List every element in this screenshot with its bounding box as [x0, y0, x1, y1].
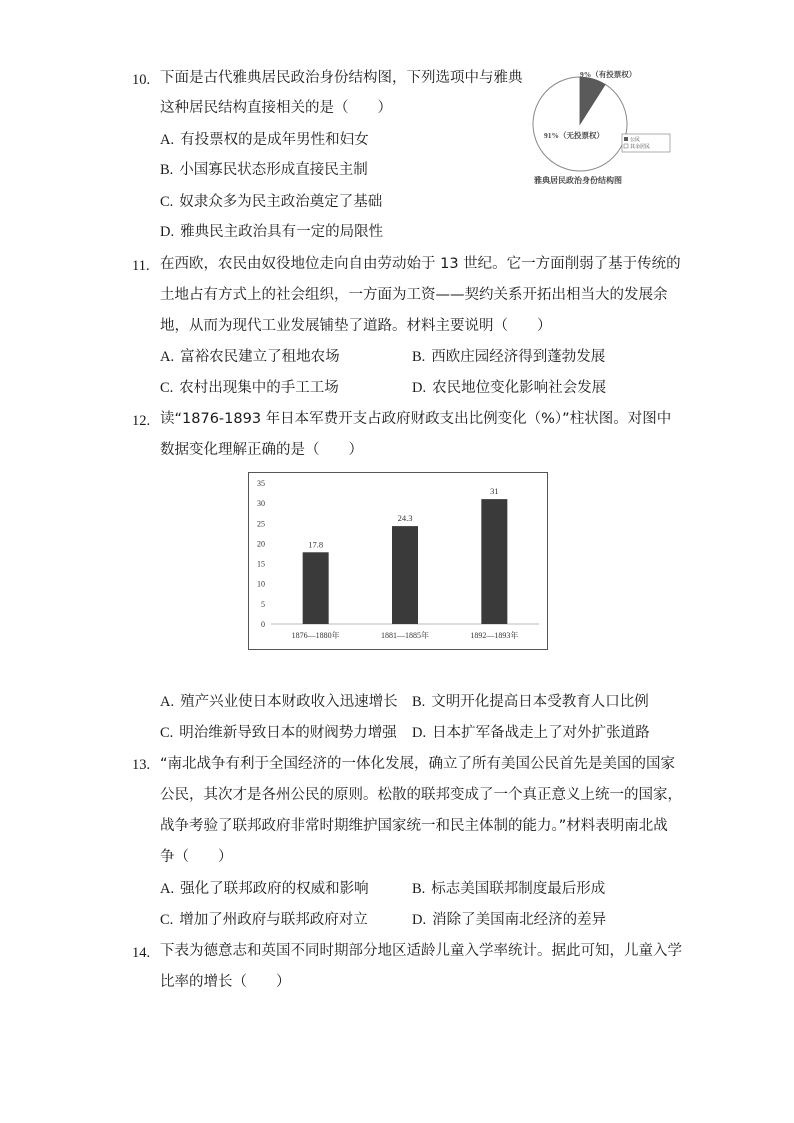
option-text: 增加了州政府与联邦政府对立 — [179, 912, 368, 928]
question-11-option-c[interactable] — [160, 378, 339, 398]
question-11-number: 11. — [132, 258, 150, 274]
question-13-line-1: “南北战争有利于全国经济的一体化发展，确立了所有美国公民首先是美国的国家 — [160, 756, 676, 772]
question-10-line-2: 这种居民结构直接相关的是（ ） — [160, 100, 392, 116]
question-14-line-2: 比率的增长（ ） — [160, 974, 291, 990]
question-12-option-c[interactable] — [160, 723, 397, 743]
option-text: 文明开化提高日本受教育人口比例 — [431, 694, 649, 710]
y-tick-label: 0 — [261, 620, 265, 629]
question-10-line-1: 下面是古代雅典居民政治身份结构图，下列选项中与雅典 — [160, 70, 523, 86]
bar-value-label: 24.3 — [397, 513, 413, 524]
bar — [303, 552, 329, 624]
option-key: B. — [160, 162, 174, 178]
bar-value-label: 17.8 — [308, 539, 324, 550]
option-key: D. — [412, 725, 427, 741]
pie-label-small: 9%（有投票权） — [580, 70, 637, 79]
bar-chart-svg — [249, 473, 547, 649]
option-text: 小国寡民状态形成直接民主制 — [179, 162, 368, 178]
x-tick-label: 1881—1885年 — [381, 631, 429, 640]
legend-swatch-citizen — [624, 137, 628, 141]
question-13-number: 13. — [132, 757, 151, 773]
pie-chart-svg — [522, 62, 682, 192]
x-tick-label: 1892—1893年 — [470, 631, 519, 640]
pie-legend — [622, 134, 670, 152]
pie-caption: 雅典居民政治身份结构图 — [534, 176, 622, 185]
question-13-line-4: 争（ ） — [160, 849, 233, 865]
question-11-line-2: 土地占有方式上的社会组织，一方面为工资——契约关系开拓出相当大的发展余 — [160, 287, 668, 303]
option-key: B. — [412, 881, 426, 897]
bar — [392, 526, 418, 624]
option-text: 农民地位变化影响社会发展 — [432, 380, 607, 396]
question-11-line-3: 地，从而为现代工业发展铺垫了道路。材料主要说明（ ） — [160, 318, 552, 334]
y-tick-label: 30 — [257, 499, 265, 509]
option-key: C. — [160, 912, 174, 928]
question-12-option-a[interactable] — [160, 692, 398, 712]
question-11-line-1: 在西欧，农民由奴役地位走向自由劳动始于 13 世纪。它一方面削弱了基于传统的 — [160, 256, 681, 272]
legend-label-citizen: 公民 — [630, 138, 641, 143]
option-key: D. — [412, 380, 427, 396]
question-11-option-d[interactable] — [412, 378, 606, 398]
option-key: A. — [160, 881, 175, 897]
y-tick-label: 15 — [257, 559, 265, 569]
option-key: A. — [160, 349, 175, 365]
bar-chart-frame — [248, 472, 548, 650]
option-key: D. — [160, 224, 175, 240]
question-12-line-1: 读“1876-1893 年日本军费开支占政府财政支出比例变化（%）”柱状图。对图中 — [160, 411, 672, 427]
y-tick-label: 20 — [257, 539, 265, 549]
bar — [481, 499, 507, 624]
question-10-option-a[interactable] — [160, 130, 369, 150]
question-12-option-d[interactable] — [412, 723, 650, 743]
y-tick-label: 5 — [261, 599, 265, 609]
bar-value-label: 31 — [490, 486, 499, 497]
y-tick-label: 35 — [257, 479, 265, 488]
x-tick-label: 1876—1880年 — [291, 631, 340, 640]
pie-label-large: 91%（无投票权） — [544, 131, 604, 140]
option-key: A. — [160, 132, 175, 148]
option-key: C. — [160, 725, 174, 741]
question-13-option-a[interactable] — [160, 879, 369, 899]
question-10-option-b[interactable] — [160, 160, 368, 180]
y-tick-label: 25 — [257, 519, 265, 529]
pie-figure — [522, 62, 682, 192]
question-13-option-c[interactable] — [160, 910, 368, 930]
question-10-option-c[interactable] — [160, 192, 382, 212]
question-13-line-3: 战争考验了联邦政府非常时期维护国家统一和民主体制的能力。”材料表明南北战 — [160, 818, 668, 834]
question-14-number: 14. — [132, 945, 151, 961]
option-text: 明治维新导致日本的财阀势力增强 — [179, 725, 397, 741]
option-key: A. — [160, 694, 175, 710]
question-12-line-2: 数据变化理解正确的是（ ） — [160, 442, 363, 458]
option-text: 日本扩军备战走上了对外扩张道路 — [432, 725, 650, 741]
question-13-line-2: 公民，其次才是各州公民的原则。松散的联邦变成了一个真正意义上统一的国家， — [160, 787, 682, 803]
legend-swatch-other — [624, 144, 628, 148]
option-key: D. — [412, 912, 427, 928]
question-13-option-b[interactable] — [412, 879, 605, 899]
option-text: 雅典民主政治具有一定的局限性 — [180, 224, 384, 240]
question-11-option-a[interactable] — [160, 347, 340, 367]
option-text: 殖产兴业使日本财政收入迅速增长 — [180, 694, 398, 710]
question-10-number: 10. — [132, 72, 151, 88]
y-tick-label: 10 — [257, 579, 265, 589]
question-12-option-b[interactable] — [412, 692, 649, 712]
option-text: 富裕农民建立了租地农场 — [180, 349, 340, 365]
option-text: 强化了联邦政府的权威和影响 — [180, 881, 369, 897]
option-text: 标志美国联邦制度最后形成 — [431, 881, 606, 897]
question-10-option-d[interactable] — [160, 222, 383, 242]
legend-label-other: 其余居民 — [630, 145, 651, 150]
option-key: B. — [412, 349, 426, 365]
question-13-option-d[interactable] — [412, 910, 606, 930]
option-text: 奴隶众多为民主政治奠定了基础 — [179, 194, 383, 210]
option-text: 西欧庄园经济得到蓬勃发展 — [431, 349, 606, 365]
option-text: 有投票权的是成年男性和妇女 — [180, 132, 369, 148]
option-text: 农村出现集中的手工工场 — [179, 380, 339, 396]
option-key: B. — [412, 694, 426, 710]
question-12-number: 12. — [132, 413, 151, 429]
option-text: 消除了美国南北经济的差异 — [432, 912, 607, 928]
question-14-line-1: 下表为德意志和英国不同时期部分地区适龄儿童入学率统计。据此可知，儿童入学 — [160, 943, 682, 959]
option-key: C. — [160, 380, 174, 396]
question-11-option-b[interactable] — [412, 347, 605, 367]
option-key: C. — [160, 194, 174, 210]
